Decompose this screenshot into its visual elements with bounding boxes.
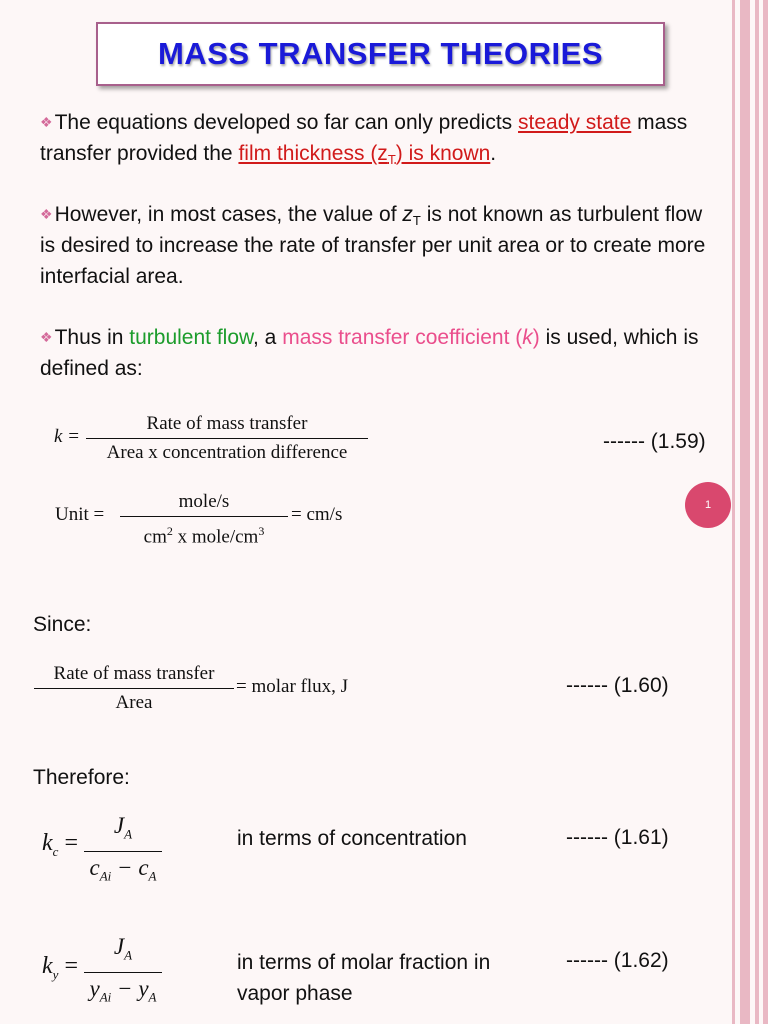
steady-state-link: steady state xyxy=(518,111,632,134)
title-box xyxy=(96,22,665,86)
eq160-fraction: Rate of mass transfer Area xyxy=(34,660,234,717)
eq159-fraction: Rate of mass transfer Area x concentration difference xyxy=(86,410,368,467)
eq162-fraction: $J_A$ $y_{Ai} - y_A$ xyxy=(84,931,162,1013)
paragraph-1 xyxy=(40,107,720,169)
text: Thus in xyxy=(54,326,130,349)
unit-fraction: mole/s $cm^2$ x mole/$cm^3$ xyxy=(120,488,288,551)
unit-lhs: Unit = xyxy=(55,504,105,525)
eq159-lhs: k = xyxy=(54,426,81,447)
page-number-badge: 1 xyxy=(685,482,731,528)
stripe xyxy=(740,0,750,1024)
paragraph-3 xyxy=(40,322,720,384)
unit-rhs: = cm/s xyxy=(291,504,343,525)
therefore-label: Therefore: xyxy=(33,766,130,789)
eq161-label: in terms of concentration xyxy=(237,827,467,850)
page-title: MASS TRANSFER THEORIES xyxy=(157,36,604,71)
eq159-number: ------ (1.59) xyxy=(603,430,706,453)
stripe xyxy=(755,0,759,1024)
eq161-fraction: $J_A$ $c_{Ai} - c_A$ xyxy=(84,810,162,892)
text: mass transfer provided the xyxy=(40,111,688,165)
text: is used, which is defined as: xyxy=(40,326,699,380)
eq161-number: ------ (1.61) xyxy=(566,826,669,849)
paragraph-2: ❖However, in most cases, the value of $z_T$ is not known as turbulent flow is desired to increase the rate of transfer per unit area or to create more interfacial area. xyxy=(40,203,706,288)
text: The equations developed so far can only predicts xyxy=(54,111,519,134)
side-stripes xyxy=(732,0,768,1024)
eq162-lhs: $k_y$ = xyxy=(42,953,78,982)
eq160-rhs: = molar flux, J xyxy=(236,676,349,697)
eq161-lhs: $k_c$ = xyxy=(42,830,78,859)
text: is not known as turbulent flow is desired to increase the rate of transfer per unit area or to create more interfacial area. xyxy=(40,203,706,288)
text: However, in most cases, the value of xyxy=(54,203,403,226)
turbulent-flow-text: turbulent flow xyxy=(129,326,254,349)
text: , a xyxy=(253,326,283,349)
diamond-bullet-icon: ❖ xyxy=(40,206,53,222)
since-label: Since: xyxy=(33,613,92,636)
film-thickness-text: film thickness $(z_T)$ is known xyxy=(238,142,491,167)
eq162-label: in terms of molar fraction in vapor phase xyxy=(237,951,491,1005)
mtc-text: mass transfer coefficient (k) xyxy=(282,326,540,349)
diamond-bullet-icon: ❖ xyxy=(40,329,53,345)
eq162-number: ------ (1.62) xyxy=(566,949,669,972)
diamond-bullet-icon: ❖ xyxy=(40,114,53,130)
z-var: z xyxy=(402,203,413,226)
stripe xyxy=(732,0,735,1024)
text: . xyxy=(490,142,497,165)
stripe xyxy=(763,0,768,1024)
eq160-number: ------ (1.60) xyxy=(566,674,669,697)
